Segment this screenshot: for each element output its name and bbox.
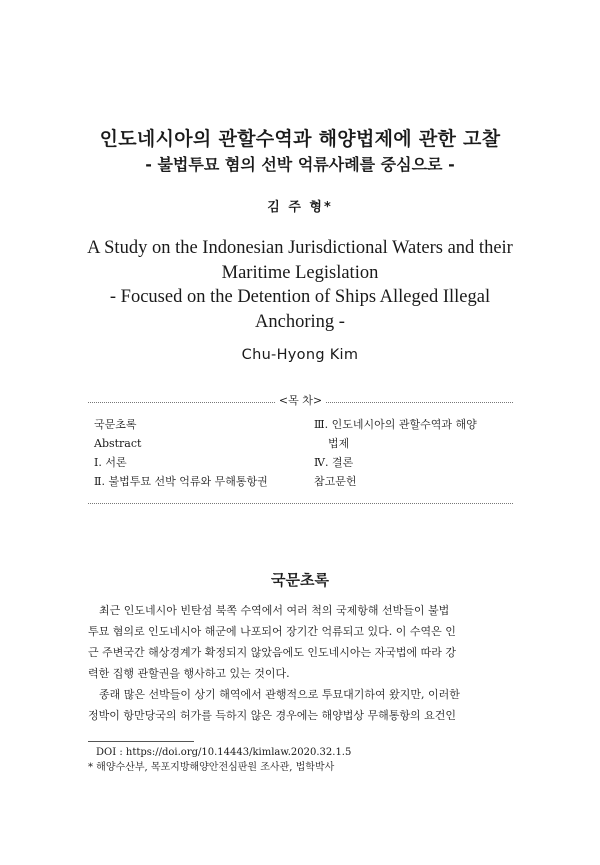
english-title <box>80 236 520 334</box>
table-of-contents <box>88 394 513 504</box>
body-line: 정박이 항만당국의 허가를 득하지 않은 경우에는 해양법상 무해통항의 요건인 <box>88 709 457 722</box>
body-line: 최근 인도네시아 빈탄섬 북쪽 수역에서 여러 척의 국제항해 선박들이 불법 <box>99 604 450 617</box>
body-line: 투묘 혐의로 인도네시아 해군에 나포되어 장기간 억류되고 있다. 이 수역은 인 <box>88 625 456 638</box>
english-author: Chu-Hyong Kim <box>241 347 359 363</box>
english-title-line: - Focused on the Detention of Ships Alleged Illegal <box>109 287 491 307</box>
toc-item: 참고문헌 <box>314 475 357 488</box>
english-title-line: Anchoring - <box>255 311 345 332</box>
abstract-heading: 국문초록 <box>271 571 329 589</box>
footnotes <box>88 745 513 775</box>
toc-heading-text: <목 차> <box>275 394 326 407</box>
body-line: 종래 많은 선박들이 상기 해역에서 관행적으로 투묘대기하여 왔지만, 이러한 <box>99 688 460 701</box>
author-footnote: * 해양수산부, 목포지방해양안전심판원 조사관, 법학박사 <box>88 762 335 773</box>
english-title-line: Maritime Legislation <box>221 262 379 283</box>
toc-heading <box>88 392 513 408</box>
body-line: 근 주변국간 해상경계가 확정되지 않았음에도 인도네시아는 자국법에 따라 강 <box>88 646 457 659</box>
toc-right-column <box>314 415 513 491</box>
toc-item: Ⅰ. 서론 <box>94 456 127 469</box>
english-title-line: A Study on the Indonesian Jurisdictional Waters and their <box>87 238 513 258</box>
toc-item: 국문초록 <box>94 418 137 431</box>
toc-item: 법제 <box>328 437 350 450</box>
paragraph <box>88 600 513 621</box>
korean-author: 김 주 형* <box>267 200 333 215</box>
toc-left-column <box>94 415 309 491</box>
abstract-body <box>88 600 513 726</box>
body-line: 력한 집행 관할권을 행사하고 있는 것이다. <box>88 667 290 680</box>
footnote-rule <box>88 741 194 742</box>
toc-item: Ⅲ. 인도네시아의 관할수역과 해양 <box>314 418 477 431</box>
toc-item: Abstract <box>94 437 142 450</box>
toc-item: Ⅳ. 결론 <box>314 456 354 469</box>
toc-item: Ⅱ. 불법투묘 선박 억류와 무해통항권 <box>94 475 268 488</box>
korean-title: 인도네시아의 관할수역과 해양법제에 관한 고찰 <box>99 128 501 150</box>
doi-link[interactable]: DOI : https://doi.org/10.14443/kimlaw.2020.32.1.5 <box>96 747 352 758</box>
korean-subtitle: - 불법투묘 혐의 선박 억류사례를 중심으로 - <box>145 155 455 174</box>
paragraph <box>88 684 513 705</box>
